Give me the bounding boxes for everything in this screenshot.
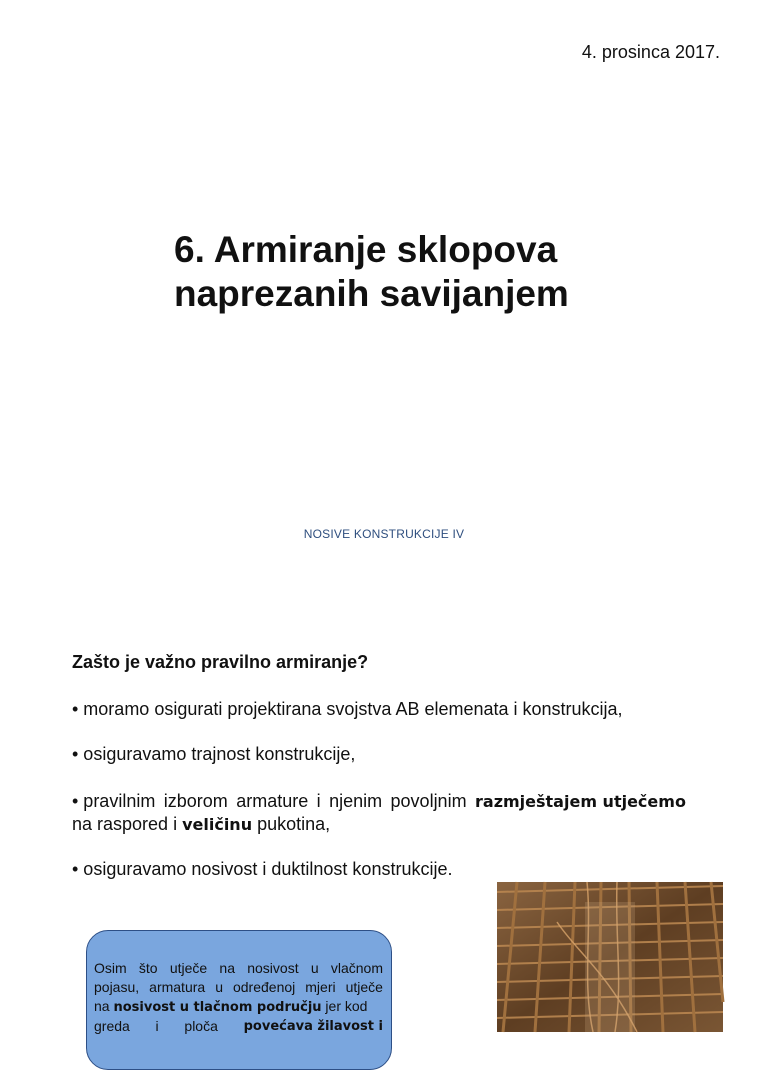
- course-footer: NOSIVE KONSTRUKCIJE IV: [303, 527, 465, 541]
- callout-word: armatura: [149, 979, 206, 995]
- callout-line-3: [94, 997, 383, 1017]
- info-callout: [86, 930, 392, 1070]
- callout-text-end: jer kod: [321, 998, 368, 1014]
- callout-line-4: [94, 1017, 383, 1036]
- callout-bold: povećava žilavost i: [243, 1019, 383, 1034]
- content-slide: [0, 620, 768, 1034]
- callout-word: u: [310, 960, 319, 976]
- bullet-3: [72, 790, 702, 836]
- bullet-3-word: njenim: [329, 791, 383, 811]
- callout-word: u: [215, 979, 223, 995]
- bullet-2: • osiguravamo trajnost konstrukcije,: [72, 744, 356, 764]
- bullet-3-word: izborom: [163, 791, 228, 811]
- rebar-photo: [497, 882, 723, 1032]
- callout-text: na: [94, 998, 114, 1014]
- bullet-1: • moramo osigurati projektirana svojstva AB elemenata i konstrukcija,: [72, 699, 623, 719]
- bullet-3-text-end: pukotina,: [252, 814, 331, 834]
- bullet-4: • osiguravamo nosivost i duktilnost konstrukcije.: [72, 859, 453, 879]
- callout-word: što: [138, 960, 158, 976]
- rebar-photo-image: [497, 882, 723, 1032]
- callout-word: mjeri: [305, 979, 336, 995]
- bullet-3-bold: razmještajem utječemo: [475, 792, 686, 811]
- bullet-3-bold-word: veličinu: [182, 815, 253, 834]
- bullet-3-line-1: [72, 790, 686, 813]
- bullet-3-line-2: [72, 813, 702, 836]
- bullet-3-word: • pravilnim: [72, 791, 156, 811]
- callout-word: utječe: [169, 960, 208, 976]
- slide-question: Zašto je važno pravilno armiranje?: [72, 652, 369, 672]
- callout-word: utječe: [345, 979, 383, 995]
- title-line-1: 6. Armiranje sklopova: [174, 229, 558, 270]
- bullet-3-word: povoljnim: [390, 791, 467, 811]
- callout-bold: nosivost u tlačnom području: [113, 1000, 322, 1015]
- bullet-3-word: armature: [236, 791, 309, 811]
- title-line-2: naprezanih savijanjem: [174, 273, 569, 314]
- callout-line-2: [94, 978, 383, 997]
- callout-word: ploča: [184, 1018, 218, 1034]
- bullet-3-word: i: [316, 791, 321, 811]
- callout-word: određenoj: [232, 979, 296, 995]
- callout-word: pojasu,: [94, 979, 140, 995]
- callout-word: Osim: [94, 960, 127, 976]
- callout-word: nosivost: [247, 960, 299, 976]
- callout-word: vlačnom: [330, 960, 383, 976]
- bullet-3-text: na raspored i: [72, 814, 183, 834]
- callout-word: na: [219, 960, 235, 976]
- callout-word: i: [155, 1018, 159, 1034]
- callout-line-1: [94, 959, 383, 978]
- slide-title: [174, 228, 694, 316]
- slide-date: 4. prosinca 2017.: [581, 42, 720, 62]
- callout-word: greda: [94, 1018, 130, 1034]
